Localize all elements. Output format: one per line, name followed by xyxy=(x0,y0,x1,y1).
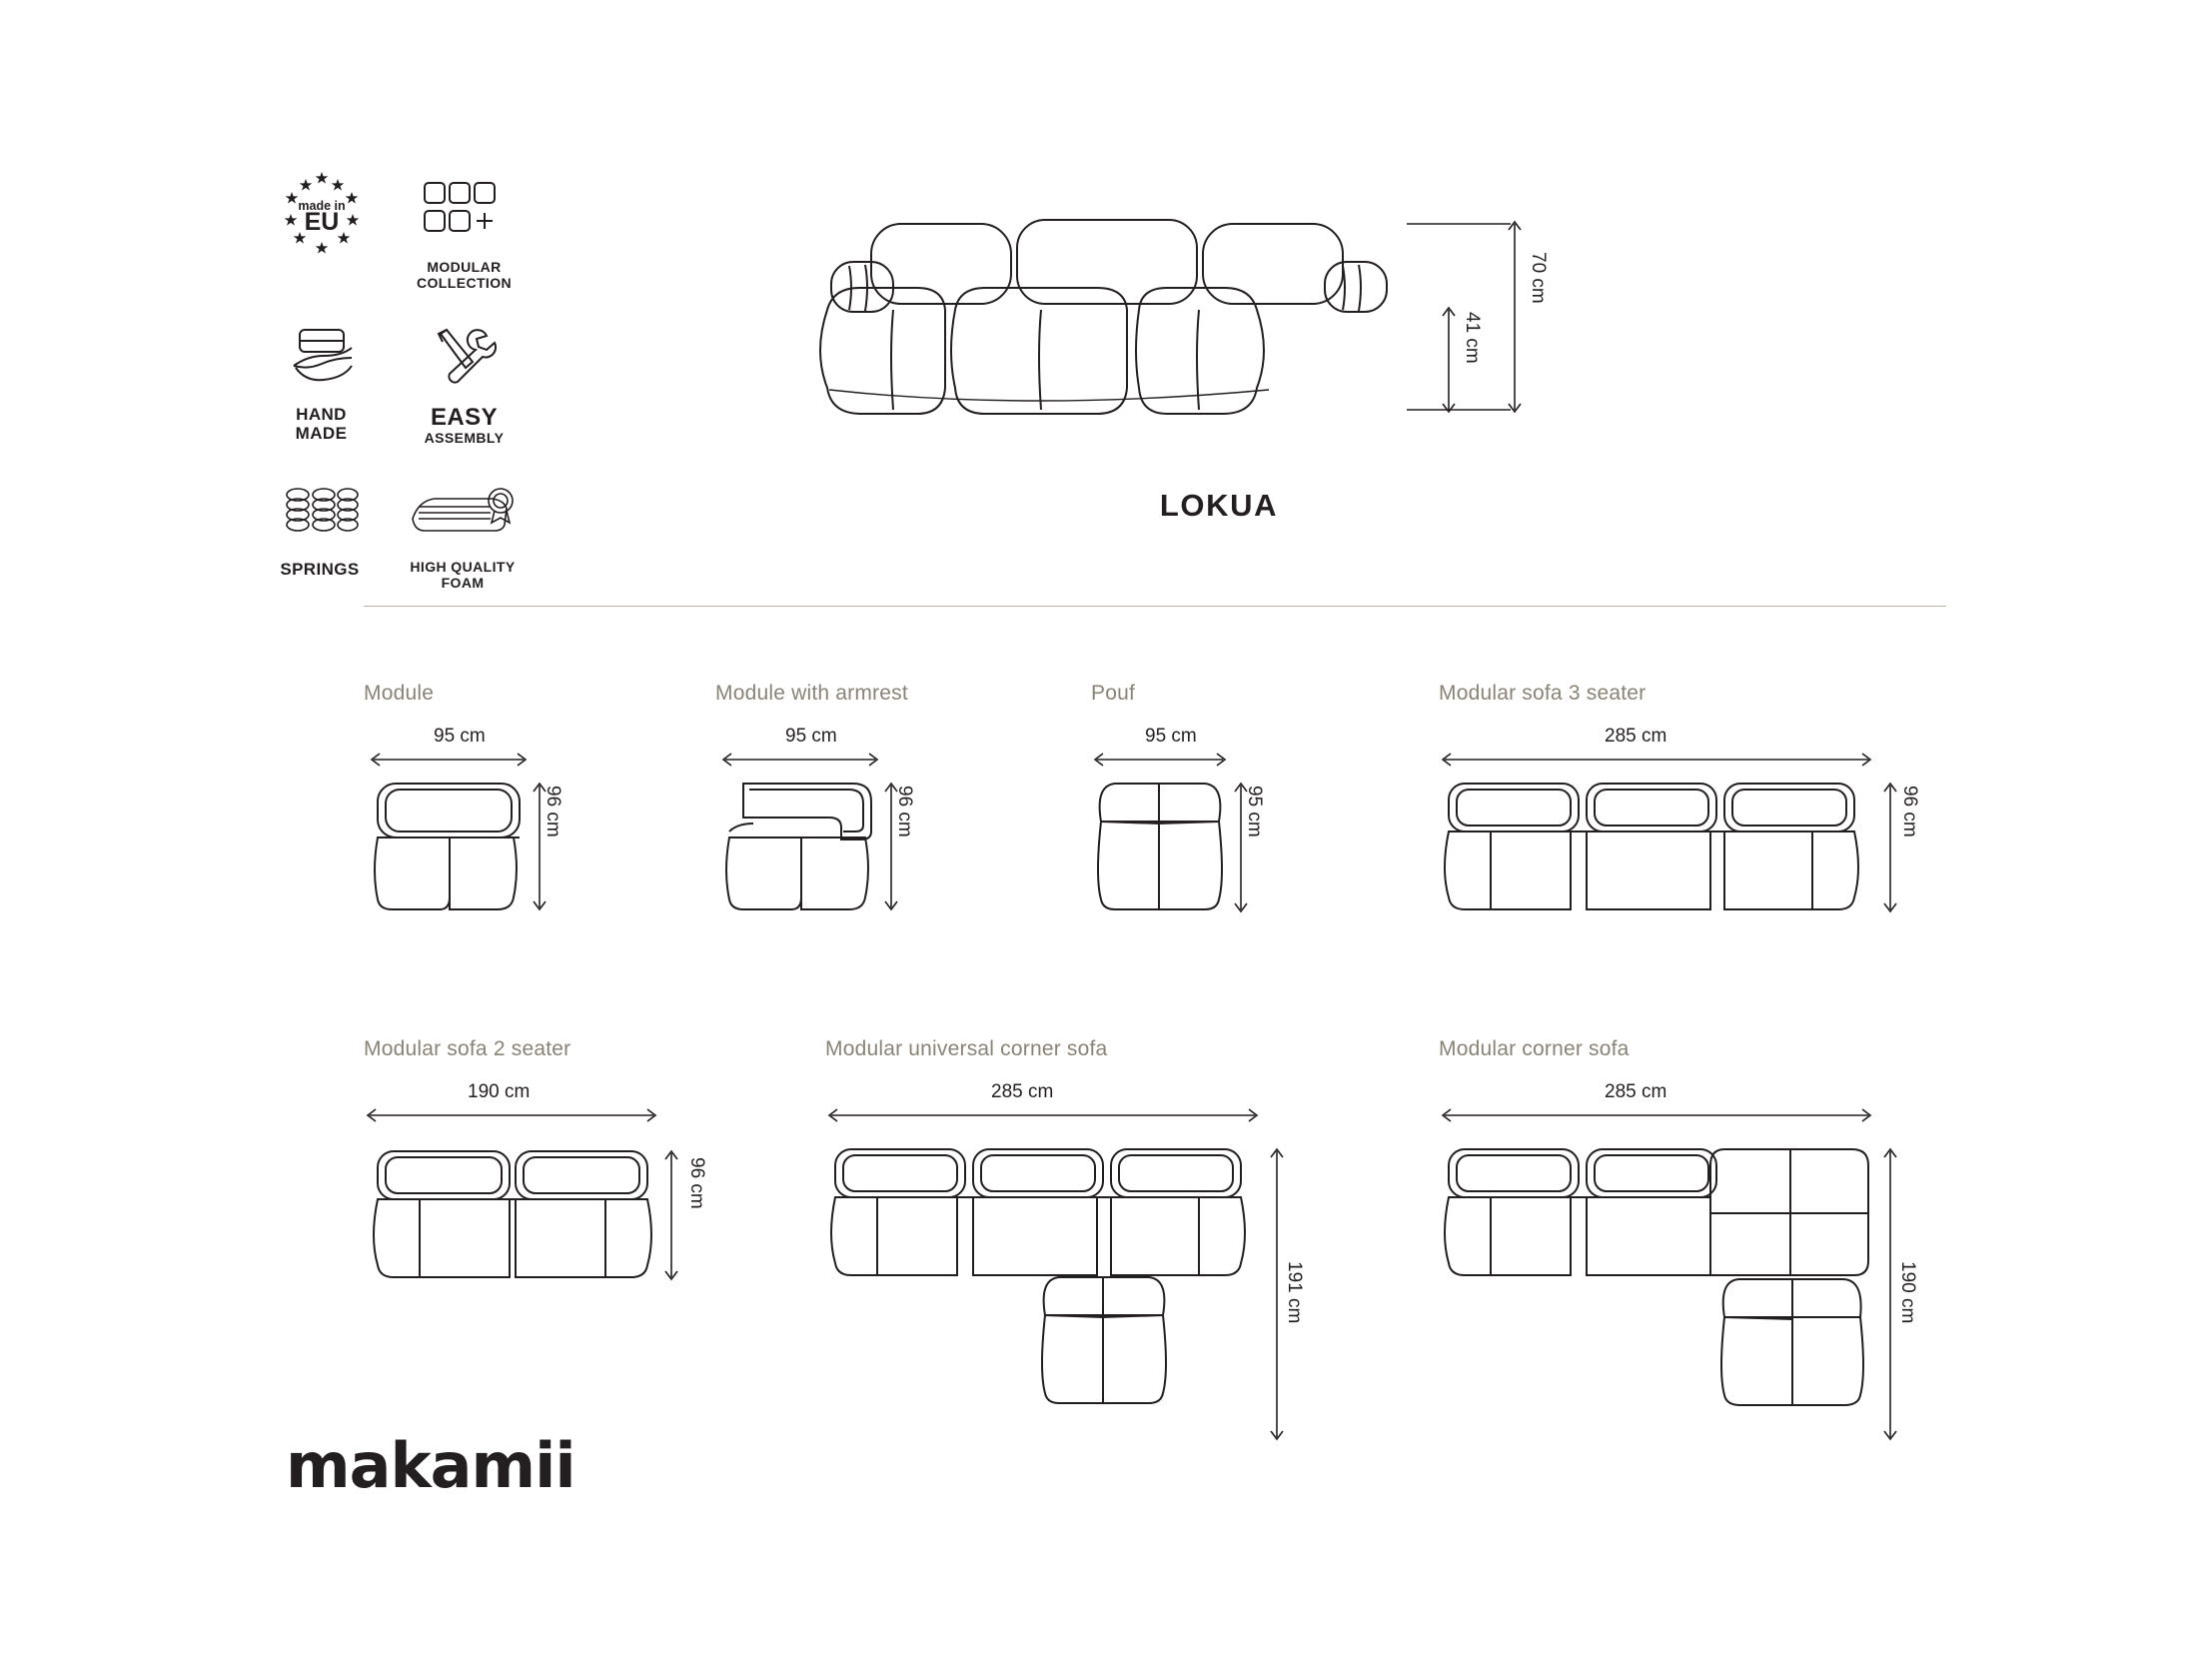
svg-text:made in: made in xyxy=(297,199,346,213)
hero-dim-height-seat xyxy=(1443,308,1455,412)
eu-stars-icon xyxy=(268,168,375,260)
modules-grid-icon xyxy=(411,168,518,260)
item-sofa-3-width-label: 285 cm xyxy=(1605,726,1667,747)
badge-hand-made xyxy=(268,313,375,446)
badge-easy-label: EASY xyxy=(431,404,498,432)
item-module-armrest-depth-label: 96 cm xyxy=(894,786,915,837)
item-module-armrest-width-label: 95 cm xyxy=(785,726,837,747)
badge-modular-collection-label: MODULAR COLLECTION xyxy=(417,259,512,291)
item-corner-sofa-width-label: 285 cm xyxy=(1605,1081,1667,1102)
item-pouf-title: Pouf xyxy=(1091,682,1135,705)
item-module-title: Module xyxy=(364,682,435,705)
product-title: LOKUA xyxy=(1159,488,1279,523)
badge-high-quality-foam xyxy=(408,468,518,591)
item-universal-corner-width-label: 285 cm xyxy=(991,1081,1054,1102)
hero-product xyxy=(809,210,1629,524)
hero-sofa-drawing xyxy=(809,210,1629,470)
item-sofa-2-title: Modular sofa 2 seater xyxy=(364,1037,571,1060)
item-sofa-2-depth-label: 96 cm xyxy=(686,1157,707,1209)
item-universal-corner-title: Modular universal corner sofa xyxy=(825,1037,1108,1060)
item-module xyxy=(364,682,623,979)
badge-modular-collection xyxy=(411,168,518,291)
item-sofa-3-seater xyxy=(1439,682,1948,979)
item-pouf-width-label: 95 cm xyxy=(1145,726,1197,747)
brand-logo: makamii xyxy=(286,1429,575,1502)
item-module-width-label: 95 cm xyxy=(434,726,486,747)
badge-springs xyxy=(268,468,372,591)
tools-icon xyxy=(411,313,518,405)
badge-foam-label: HIGH QUALITY FOAM xyxy=(410,559,516,591)
item-corner-sofa-title: Modular corner sofa xyxy=(1439,1037,1630,1060)
badge-springs-label: SPRINGS xyxy=(280,560,360,580)
badge-row-1 xyxy=(268,168,518,291)
item-sofa-3-title: Modular sofa 3 seater xyxy=(1439,682,1647,705)
item-pouf xyxy=(1091,682,1351,979)
item-corner-sofa xyxy=(1439,1037,1958,1485)
hand-sofa-icon xyxy=(268,313,375,405)
item-module-armrest-title: Module with armrest xyxy=(715,682,908,705)
item-universal-corner-depth-label: 191 cm xyxy=(1284,1261,1305,1324)
hero-dim-total-label: 70 cm xyxy=(1528,252,1549,304)
item-pouf-depth-label: 95 cm xyxy=(1244,786,1265,837)
item-module-armrest xyxy=(715,682,995,979)
item-module-depth-label: 96 cm xyxy=(543,786,563,837)
foam-award-icon xyxy=(408,468,518,560)
item-corner-sofa-depth-label: 190 cm xyxy=(1897,1261,1918,1324)
badge-row-2 xyxy=(268,313,518,446)
hero-dim-seat-label: 41 cm xyxy=(1462,312,1483,364)
badge-made-in-eu xyxy=(268,168,375,291)
badge-row-3 xyxy=(268,468,518,591)
item-sofa-2-width-label: 190 cm xyxy=(468,1081,531,1102)
svg-text:EU: EU xyxy=(304,208,339,236)
item-sofa-3-depth-label: 96 cm xyxy=(1899,786,1920,837)
springs-icon xyxy=(268,468,372,560)
feature-badges xyxy=(268,168,518,614)
item-universal-corner xyxy=(825,1037,1345,1485)
badge-easy-assembly xyxy=(411,313,518,446)
badge-assembly-label: ASSEMBLY xyxy=(424,429,505,446)
item-sofa-2-seater xyxy=(364,1037,723,1365)
badge-hand-made-label: HAND MADE xyxy=(295,405,348,444)
section-divider xyxy=(364,606,1946,607)
